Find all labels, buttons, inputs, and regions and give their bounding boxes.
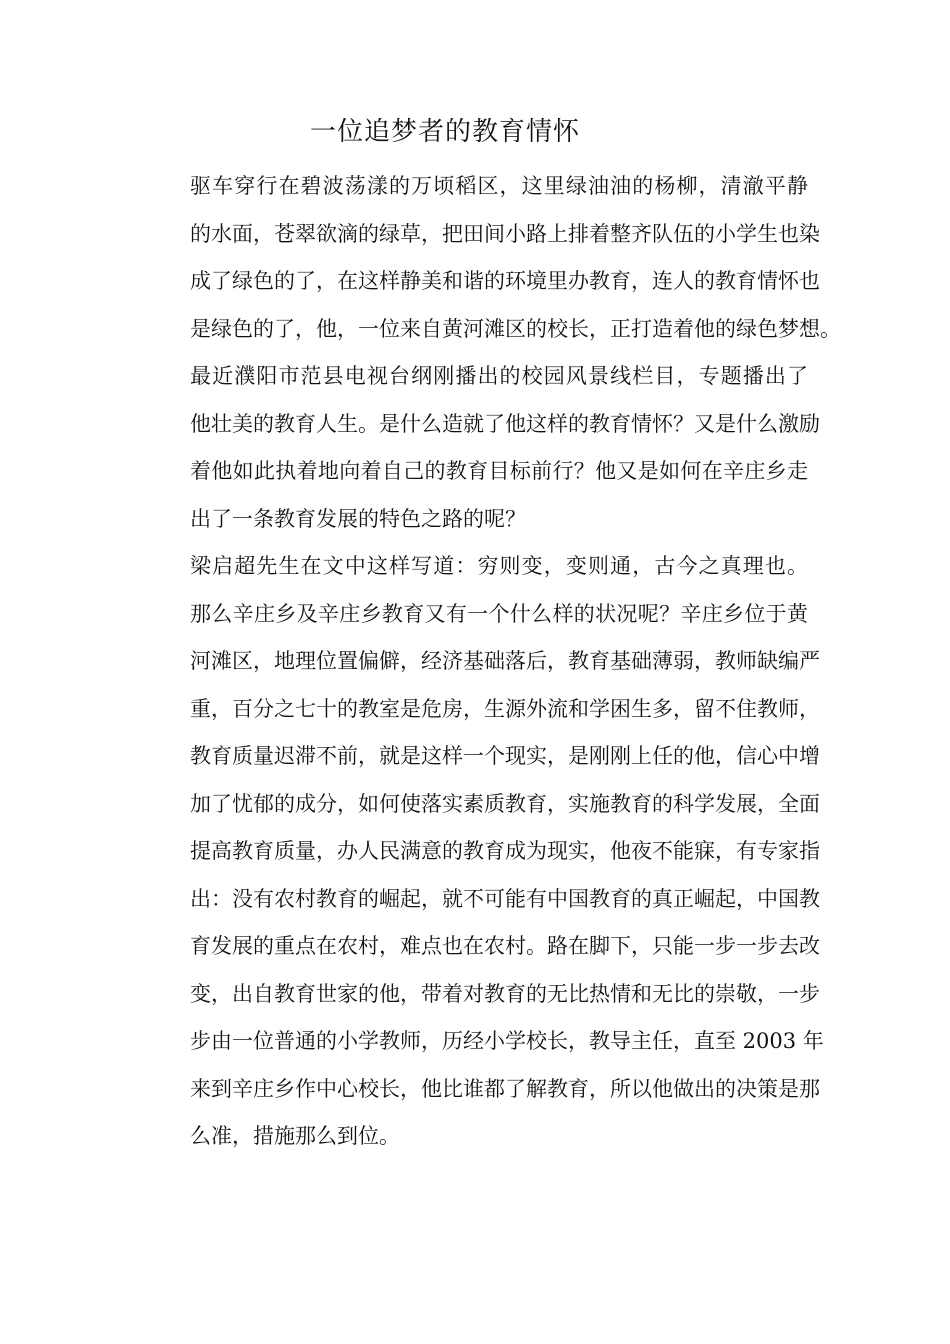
text-line: 来到辛庄乡作中心校长，他比谁都了解教育，所以他做出的决策是那 bbox=[190, 1076, 820, 1101]
text-line: 加了忧郁的成分，如何使落实素质教育，实施教育的科学发展，全面 bbox=[190, 791, 820, 816]
text-line: 最近濮阳市范县电视台纲刚播出的校园风景线栏目，专题播出了 bbox=[190, 364, 808, 388]
text-line: 出了一条教育发展的特色之路的呢？ bbox=[190, 506, 526, 531]
text-line: 提高教育质量，办人民满意的教育成为现实，他夜不能寐，有专家指 bbox=[190, 839, 820, 863]
text-line: 他壮美的教育人生。是什么造就了他这样的教育情怀？又是什么激励 bbox=[190, 411, 820, 436]
document-title: 一位追梦者的教育情怀 bbox=[309, 117, 580, 147]
text-line: 成了绿色的了，在这样静美和谐的环境里办教育，连人的教育情怀也 bbox=[190, 269, 820, 293]
text-line: 梁启超先生在文中这样写道：穷则变，变则通，古今之真理也。 bbox=[190, 554, 808, 578]
paragraph-3 bbox=[148, 543, 824, 1161]
text-line: 步由一位普通的小学教师，历经小学校长，教导主任，直至 2003 年 bbox=[190, 1029, 824, 1053]
text-line: 河滩区，地理位置偏僻，经济基础落后，教育基础薄弱，教师缺编严 bbox=[190, 649, 820, 673]
text-line: 重，百分之七十的教室是危房，生源外流和学困生多，留不住教师， bbox=[190, 696, 820, 721]
text-line: 的水面，苍翠欲滴的绿草，把田间小路上排着整齐队伍的小学生也染 bbox=[190, 221, 820, 246]
text-line: 么准，措施那么到位。 bbox=[190, 1124, 400, 1148]
text-line: 变，出自教育世家的他，带着对教育的无比热情和无比的崇敬，一步 bbox=[190, 981, 820, 1006]
paragraph-1 bbox=[148, 163, 841, 353]
paragraph-2 bbox=[148, 353, 820, 543]
text-line: 是绿色的了，他，一位来自黄河滩区的校长，正打造着他的绿色梦想。 bbox=[190, 316, 841, 341]
document-body bbox=[148, 163, 841, 1161]
text-line: 教育质量迟滞不前，就是这样一个现实，是刚刚上任的他，信心中增 bbox=[190, 744, 820, 768]
text-line: 那么辛庄乡及辛庄乡教育又有一个什么样的状况呢？辛庄乡位于黄 bbox=[190, 601, 808, 626]
text-line: 着他如此执着地向着自己的教育目标前行？他又是如何在辛庄乡走 bbox=[190, 459, 808, 483]
text-line: 育发展的重点在农村，难点也在农村。路在脚下，只能一步一步去改 bbox=[190, 934, 820, 958]
text-line: 驱车穿行在碧波荡漾的万顷稻区，这里绿油油的杨柳，清澈平静 bbox=[190, 174, 808, 198]
text-line: 出：没有农村教育的崛起，就不可能有中国教育的真正崛起，中国教 bbox=[190, 886, 820, 911]
